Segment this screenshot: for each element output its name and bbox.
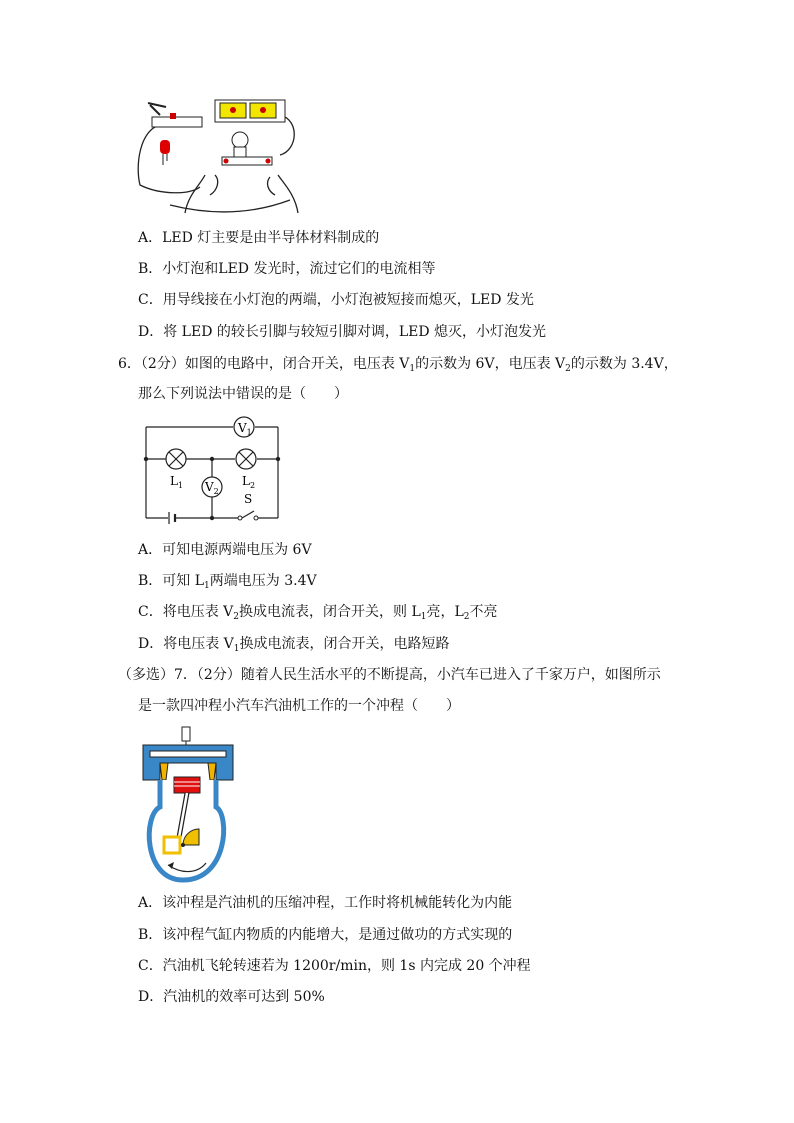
q5-option-a: A．LED 灯主要是由半导体材料制成的 bbox=[138, 230, 380, 246]
q6-option-c: C．将电压表 $V_2$换成电流表，闭合开关，则 $L_1$亮，$L_2$不亮 bbox=[138, 604, 498, 622]
l1-label: $L_1$ bbox=[170, 474, 184, 490]
q5-option-c: C．用导线接在小灯泡的两端，小灯泡被短接而熄灭，LED 发光 bbox=[138, 292, 534, 308]
q7-option-d: D．汽油机的效率可达到 50% bbox=[138, 989, 325, 1005]
l2-label: $L_2$ bbox=[242, 474, 256, 490]
led-bulb-experiment-figure bbox=[130, 95, 305, 220]
engine-stroke-figure bbox=[138, 725, 238, 885]
q6-stem-line1: 6．（2分）如图的电路中，闭合开关，电压表 $V_1$的示数为 6V，电压表 $V_2$的示数为 3.4V， bbox=[118, 356, 678, 374]
q6-option-a: A．可知电源两端电压为 6V bbox=[138, 542, 312, 558]
q6-option-b: B．可知 $L_1$两端电压为 3.4V bbox=[138, 573, 317, 591]
q6-stem-line2: 那么下列说法中错误的是（ ） bbox=[138, 386, 348, 402]
switch-label: S bbox=[244, 492, 253, 506]
v1-label: $V_1$ bbox=[238, 421, 252, 437]
q5-option-b: B．小灯泡和LED 发光时，流过它们的电流相等 bbox=[138, 261, 436, 277]
q7-option-a: A．该冲程是汽油机的压缩冲程，工作时将机械能转化为内能 bbox=[138, 895, 513, 911]
q7-option-c: C．汽油机飞轮转速若为 1200r/min，则 1s 内完成 20 个冲程 bbox=[138, 958, 531, 974]
q7-option-b: B．该冲程气缸内物质的内能增大，是通过做功的方式实现的 bbox=[138, 927, 513, 943]
v2-label: $V_2$ bbox=[205, 480, 219, 496]
q6-circuit-diagram bbox=[138, 415, 283, 525]
q5-option-d: D．将 LED 的较长引脚与较短引脚对调，LED 熄灭，小灯泡发光 bbox=[138, 324, 547, 340]
q6-option-d: D．将电压表 $V_1$换成电流表，闭合开关，电路短路 bbox=[138, 636, 450, 654]
q7-stem-line2: 是一款四冲程小汽车汽油机工作的一个冲程（ ） bbox=[138, 698, 460, 714]
q7-stem-line1: （多选）7．（2分）随着人民生活水平的不断提高，小汽车已进入了千家万户，如图所示 bbox=[118, 667, 661, 683]
